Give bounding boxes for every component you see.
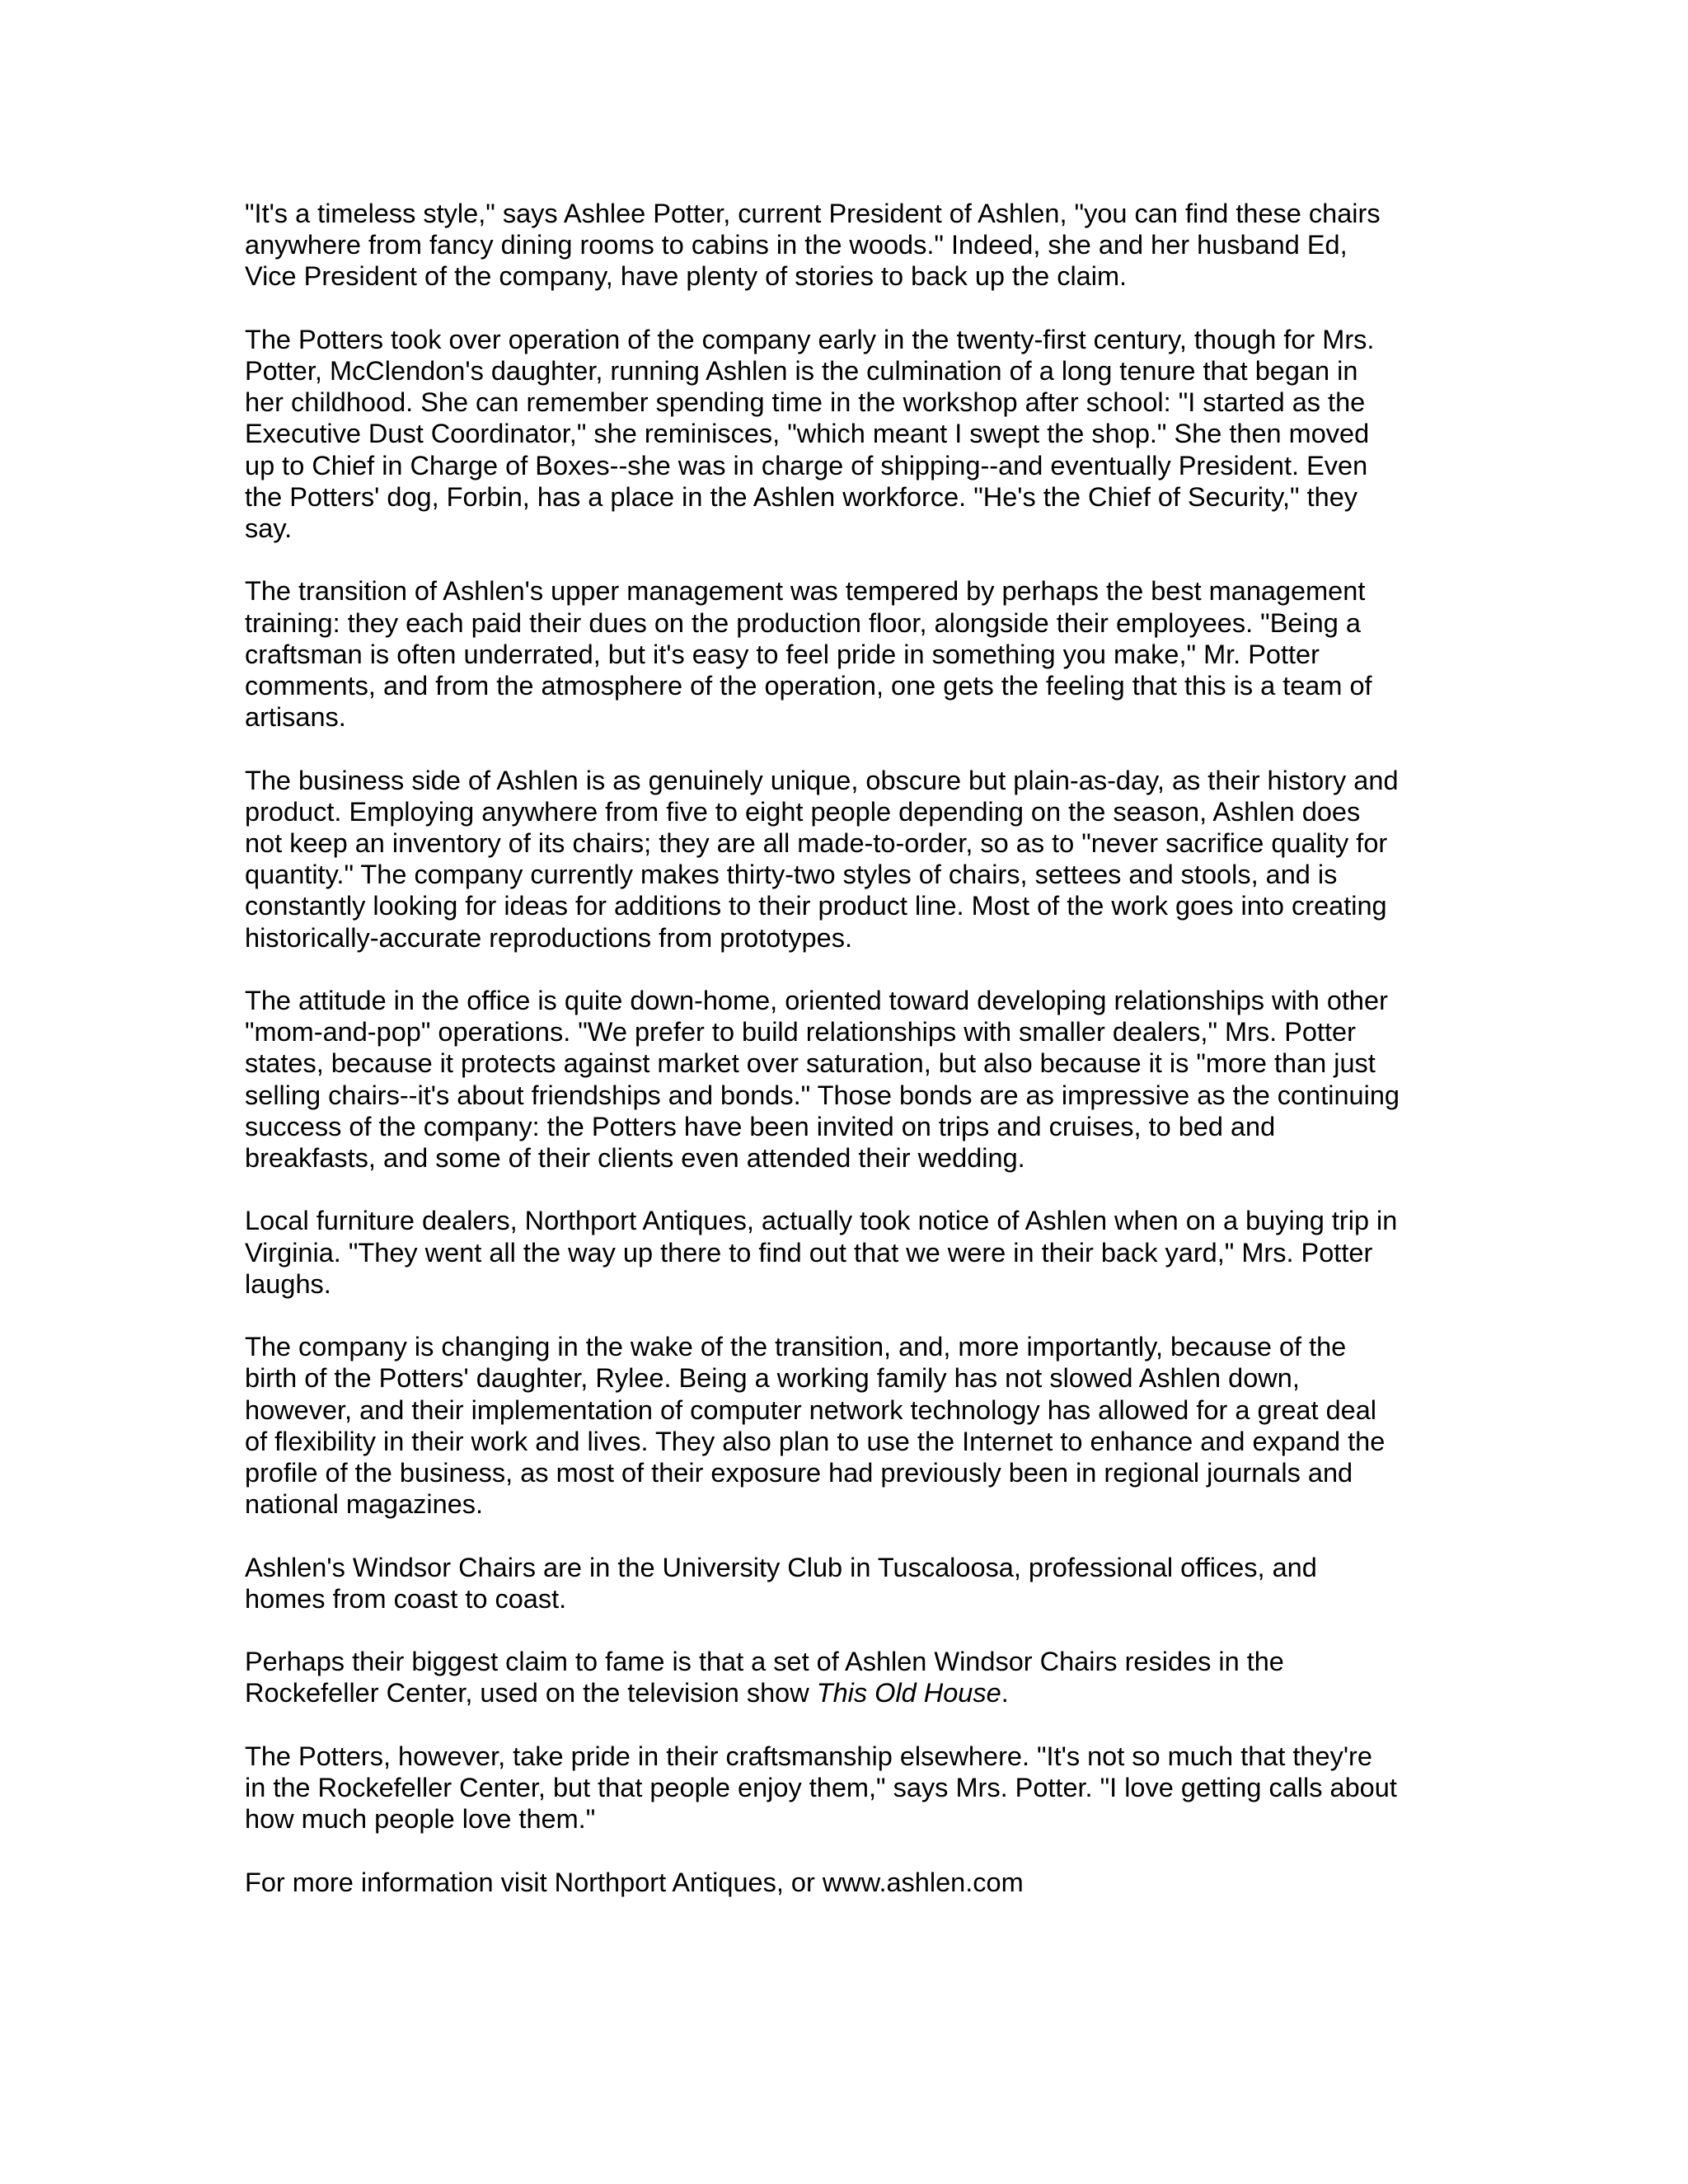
claim-text-before: Perhaps their biggest claim to fame is that a set of Ashlen Windsor Chairs resides in the Rockefeller Center, used on the television show [245, 1647, 1284, 1708]
paragraph-potters-takeover: The Potters took over operation of the company early in the twenty-first century, though for Mrs. Potter, McClendon's daughter, running Ashlen is the culmination of a long tenure that began in her childhood. She can remember spending time in the workshop after school: "I started as the Executive Dust Coordinator," she reminisces, "which meant I swept the shop." She then moved up to Chief in Charge of Boxes--she was in charge of shipping--and eventually President. Even the Potters' dog, Forbin, has a place in the Ashlen workforce. "He's the Chief of Security," they say. [245, 324, 1375, 544]
claim-text-after: . [1001, 1678, 1009, 1708]
paragraph-local-dealers: Local furniture dealers, Northport Antiques, actually took notice of Ashlen when on a buying trip in Virginia. "They went all the way up there to find out that we were in their back yard," Mrs. Potter laughs. [245, 1206, 1398, 1299]
paragraph-more-information: For more information visit Northport Antiques, or www.ashlen.com [245, 1867, 1024, 1897]
paragraph-office-attitude: The attitude in the office is quite down-home, oriented toward developing relationships with other "mom-and-pop" operations. "We prefer to build relationships with smaller dealers," Mrs. Potter states, because it protects against market over saturation, but also because it is "more than just selling chairs--it's about friendships and bonds." Those bonds are as impressive as the continuing success of the company: the Potters have been invited on trips and cruises, to bed and breakfasts, and some of their clients even attended their wedding. [245, 986, 1400, 1174]
paragraph-claim-to-fame [245, 1646, 1448, 1708]
article-body [245, 198, 1448, 1898]
paragraph-company-changing: The company is changing in the wake of the transition, and, more importantly, because of the birth of the Potters' daughter, Rylee. Being a working family has not slowed Ashlen down, however, and their implementation of computer network technology has allowed for a great deal of flexibility in their work and lives. They also plan to use the Internet to enhance and expand the profile of the business, as most of their exposure had previously been in regional journals and national magazines. [245, 1332, 1386, 1520]
paragraph-management-transition: The transition of Ashlen's upper management was tempered by perhaps the best management training: they each paid their dues on the production floor, alongside their employees. "Being a craftsman is often underrated, but it's easy to feel pride in something you make," Mr. Potter comments, and from the atmosphere of the operation, one gets the feeling that this is a team of artisans. [245, 576, 1372, 733]
paragraph-business-side: The business side of Ashlen is as genuinely unique, obscure but plain-as-day, as their history and product. Employing anywhere from five to eight people depending on the season, Ashlen does not keep an inventory of its chairs; they are all made-to-order, so as to "never sacrifice quality for quantity." The company currently makes thirty-two styles of chairs, settees and stools, and is constantly looking for ideas for additions to their product line. Most of the work goes into creating historically-accurate reproductions from prototypes. [245, 765, 1399, 953]
paragraph-windsor-chairs-locations: Ashlen's Windsor Chairs are in the University Club in Tuscaloosa, professional offices, and homes from coast to coast. [245, 1552, 1317, 1614]
tv-show-title: This Old House [816, 1678, 1001, 1708]
paragraph-timeless-style: "It's a timeless style," says Ashlee Potter, current President of Ashlen, "you can find these chairs anywhere from fancy dining rooms to cabins in the woods." Indeed, she and her husband Ed, Vice President of the company, have plenty of stories to back up the claim. [245, 199, 1381, 292]
paragraph-craftsmanship-pride: The Potters, however, take pride in their craftsmanship elsewhere. "It's not so much that they're in the Rockefeller Center, but that people enjoy them," says Mrs. Potter. "I love getting calls about how much people love them." [245, 1741, 1397, 1835]
